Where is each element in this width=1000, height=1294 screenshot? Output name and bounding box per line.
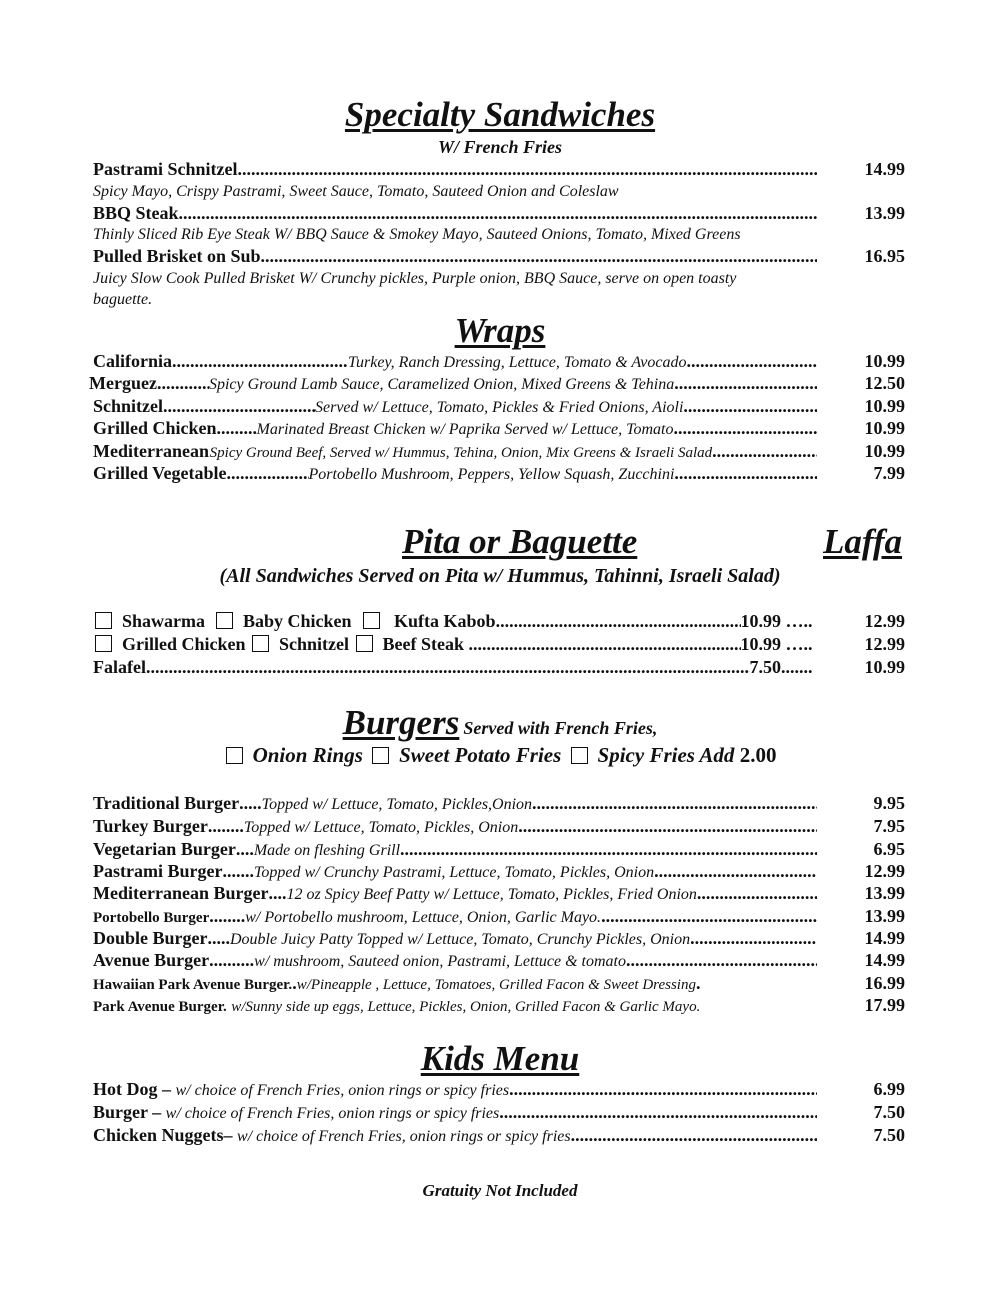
item-name: Chicken Nuggets– <box>93 1125 233 1145</box>
menu-item <box>93 462 905 484</box>
item-price: 10.99 <box>864 441 905 461</box>
option-price: 2.00 <box>739 743 777 767</box>
item-description: Marinated Breast Chicken w/ Paprika Served w/ Lettuce, Tomato <box>256 421 674 438</box>
burger-side-options <box>0 742 1000 768</box>
item-name: Traditional Burger <box>93 793 240 813</box>
checkbox-icon <box>226 747 243 764</box>
item-name: Grilled Vegetable <box>93 463 227 483</box>
item-description: w/Sunny side up eggs, Lettuce, Pickles, Onion, Grilled Facon & Garlic Mayo. <box>231 999 701 1015</box>
pita-row <box>93 610 905 632</box>
item-name: Pastrami Schnitzel <box>93 159 238 179</box>
burgers-header <box>0 703 1000 743</box>
item-price: 12.50 <box>864 373 905 393</box>
menu-item <box>93 440 905 462</box>
item-description: Topped w/ Lettuce, Tomato, Pickles,Onion <box>261 796 533 813</box>
item-price: 7.50 <box>873 1125 905 1145</box>
laffa-price: 10.99 <box>864 657 905 677</box>
checkbox-icon <box>372 747 389 764</box>
burgers-title: Burgers <box>342 703 460 742</box>
pita-title: Pita or Baguette <box>402 522 638 561</box>
item-price: 7.99 <box>873 463 905 483</box>
menu-item: Double Burger ..... Double Juicy Patty Topped w/ Lettuce, Tomato, Crunchy Pickles, Onion ..... 14.99 <box>93 927 905 949</box>
item-price: 14.99 <box>864 928 905 948</box>
item-description: w/ choice of French Fries, onion rings or spicy fries <box>175 1082 510 1099</box>
item-name: Grilled Chicken <box>93 418 217 438</box>
item-price: 13.99 <box>864 203 905 223</box>
option-label: Onion Rings <box>252 743 363 767</box>
specialty-title: Specialty Sandwiches <box>344 95 656 134</box>
checkbox-icon <box>571 747 588 764</box>
item-name: BBQ Steak <box>93 203 179 223</box>
ellipsis: ….. <box>785 611 813 631</box>
menu-item <box>93 395 905 417</box>
burgers-subtitle: Served with French Fries, <box>463 718 658 738</box>
item-price: 10.99 <box>740 611 781 631</box>
menu-item <box>93 245 905 267</box>
pita-row: Falafel ..... 7.50 ....... 10.99 <box>93 656 905 678</box>
checkbox-icon <box>95 635 112 652</box>
item-name: Double Burger <box>93 928 208 948</box>
item-description: Topped w/ Lettuce, Tomato, Pickles, Onion <box>243 819 519 836</box>
item-price: 16.99 <box>864 973 905 993</box>
item-description: Portobello Mushroom, Peppers, Yellow Squash, Zucchini <box>308 466 675 483</box>
item-description: Juicy Slow Cook Pulled Brisket W/ Crunchy pickles, Purple onion, BBQ Sauce, serve on open toasty <box>93 270 737 287</box>
item-price: 10.99 <box>740 634 781 654</box>
menu-item <box>93 417 905 439</box>
item-price: 9.95 <box>873 793 905 813</box>
option-label: Spicy Fries Add <box>597 743 735 767</box>
item-name: Turkey Burger <box>93 816 208 836</box>
menu-item <box>93 158 905 180</box>
menu-item <box>89 372 905 394</box>
item-name: Beef Steak <box>382 634 464 654</box>
item-description: Topped w/ Crunchy Pastrami, Lettuce, Tomato, Pickles, Onion <box>253 864 655 881</box>
menu-item <box>93 350 905 372</box>
item-description-continued: baguette. <box>93 291 153 308</box>
menu-item: Traditional Burger ..... Topped w/ Lettuce, Tomato, Pickles,Onion ..... 9.95 <box>93 792 905 814</box>
item-name: Vegetarian Burger <box>93 839 236 859</box>
item-price: 7.95 <box>873 816 905 836</box>
checkbox-icon <box>356 635 373 652</box>
wraps-title: Wraps <box>454 311 546 350</box>
item-description: Spicy Ground Beef, Served w/ Hummus, Tehina, Onion, Mix Greens & Israeli Salad <box>209 445 713 461</box>
item-name: Portobello Burger <box>93 910 210 926</box>
item-name: Schnitzel <box>279 634 350 654</box>
item-price: 7.50 <box>873 1102 905 1122</box>
menu-item <box>93 994 905 1016</box>
item-price: 14.99 <box>864 950 905 970</box>
item-description: w/Pineapple , Lettuce, Tomatoes, Grilled Facon & Sweet Dressing <box>296 977 696 993</box>
pita-subtitle: (All Sandwiches Served on Pita w/ Hummus, Tahinni, Israeli Salad) <box>219 565 781 587</box>
item-name: Pastrami Burger <box>93 861 223 881</box>
menu-item: Vegetarian Burger .... Made on fleshing Grill ..... 6.95 <box>93 838 905 860</box>
item-name: Baby Chicken <box>243 611 352 631</box>
specialty-subtitle: W/ French Fries <box>437 137 563 157</box>
item-description: w/ Portobello mushroom, Lettuce, Onion, Garlic Mayo. <box>245 909 602 926</box>
item-name: Mediterranean <box>93 441 209 461</box>
menu-item <box>93 1124 905 1146</box>
item-description: w/ choice of French Fries, onion rings or spicy fries <box>237 1128 571 1145</box>
item-name: Pulled Brisket on Sub <box>93 246 261 266</box>
item-name: Burger – <box>93 1102 162 1122</box>
item-price: 17.99 <box>864 995 905 1015</box>
menu-item: Hawaiian Park Avenue Burger. . w/Pineapple , Lettuce, Tomatoes, Grilled Facon & Sweet Dressing . 16.99 <box>93 972 905 994</box>
item-name: Mediterranean Burger <box>93 883 269 903</box>
item-price: 6.99 <box>873 1079 905 1099</box>
pita-row <box>93 633 905 655</box>
menu-item: Avenue Burger .......... w/ mushroom, Sauteed onion, Pastrami, Lettuce & tomato ..... 14.99 <box>93 949 905 971</box>
laffa-price: 12.99 <box>864 611 905 631</box>
menu-item <box>93 202 905 224</box>
item-name: Hot Dog – <box>93 1079 171 1099</box>
item-price: 13.99 <box>864 906 905 926</box>
item-price: 13.99 <box>864 883 905 903</box>
item-name: Schnitzel <box>93 396 163 416</box>
menu-item: Turkey Burger ........ Topped w/ Lettuce, Tomato, Pickles, Onion ..... 7.95 <box>93 815 905 837</box>
laffa-title: Laffa <box>823 522 903 561</box>
checkbox-icon <box>216 612 233 629</box>
gratuity-note: Gratuity Not Included <box>422 1181 578 1200</box>
item-price: 10.99 <box>864 351 905 371</box>
item-description: Thinly Sliced Rib Eye Steak W/ BBQ Sauce & Smokey Mayo, Sauteed Onions, Tomato, Mixed Greens <box>93 226 741 243</box>
menu-item <box>93 1078 905 1100</box>
item-description: Turkey, Ranch Dressing, Lettuce, Tomato & Avocado <box>348 354 687 371</box>
item-description: Double Juicy Patty Topped w/ Lettuce, Tomato, Crunchy Pickles, Onion <box>230 931 691 948</box>
item-description: Served w/ Lettuce, Tomato, Pickles & Fried Onions, Aioli <box>315 399 684 416</box>
menu-item <box>93 1101 905 1123</box>
item-price: 7.50 <box>749 657 781 677</box>
item-price: 12.99 <box>864 861 905 881</box>
item-name: Grilled Chicken <box>122 634 246 654</box>
item-description: Made on fleshing Grill <box>253 842 401 859</box>
item-description: w/ mushroom, Sauteed onion, Pastrami, Lettuce & tomato <box>254 953 626 970</box>
item-name: Hawaiian Park Avenue Burger. <box>93 977 293 993</box>
item-name: Avenue Burger <box>93 950 210 970</box>
item-name: California <box>93 351 172 371</box>
item-price: 10.99 <box>864 418 905 438</box>
item-name: Falafel <box>93 657 146 677</box>
item-description: Spicy Mayo, Crispy Pastrami, Sweet Sauce, Tomato, Sauteed Onion and Coleslaw <box>93 183 619 200</box>
item-name: Merguez <box>89 373 157 393</box>
kids-title: Kids Menu <box>420 1039 580 1078</box>
menu-item: Mediterranean Burger .... 12 oz Spicy Beef Patty w/ Lettuce, Tomato, Pickles, Fried Onion ..... 13.99 <box>93 882 905 904</box>
item-price: 6.95 <box>873 839 905 859</box>
checkbox-icon <box>252 635 269 652</box>
item-price: 10.99 <box>864 396 905 416</box>
item-name: Park Avenue Burger. <box>93 999 227 1015</box>
checkbox-icon <box>363 612 380 629</box>
menu-item: Portobello Burger ........ w/ Portobello mushroom, Lettuce, Onion, Garlic Mayo. ..... 13.99 <box>93 905 905 927</box>
item-description: 12 oz Spicy Beef Patty w/ Lettuce, Tomato, Pickles, Fried Onion <box>286 886 697 903</box>
item-name: Shawarma <box>122 611 206 631</box>
item-price: 16.95 <box>864 246 905 266</box>
laffa-price: 12.99 <box>864 634 905 654</box>
item-price: 14.99 <box>864 159 905 179</box>
checkbox-icon <box>95 612 112 629</box>
item-description: Spicy Ground Lamb Sauce, Caramelized Onion, Mixed Greens & Tehina <box>208 376 675 393</box>
item-description: w/ choice of French Fries, onion rings or spicy fries <box>165 1105 500 1122</box>
ellipsis: ….. <box>785 634 813 654</box>
item-name: Kufta Kabob <box>394 611 496 631</box>
option-label: Sweet Potato Fries <box>399 743 562 767</box>
menu-item: Pastrami Burger ....... Topped w/ Crunchy Pastrami, Lettuce, Tomato, Pickles, Onion ..... 12.99 <box>93 860 905 882</box>
